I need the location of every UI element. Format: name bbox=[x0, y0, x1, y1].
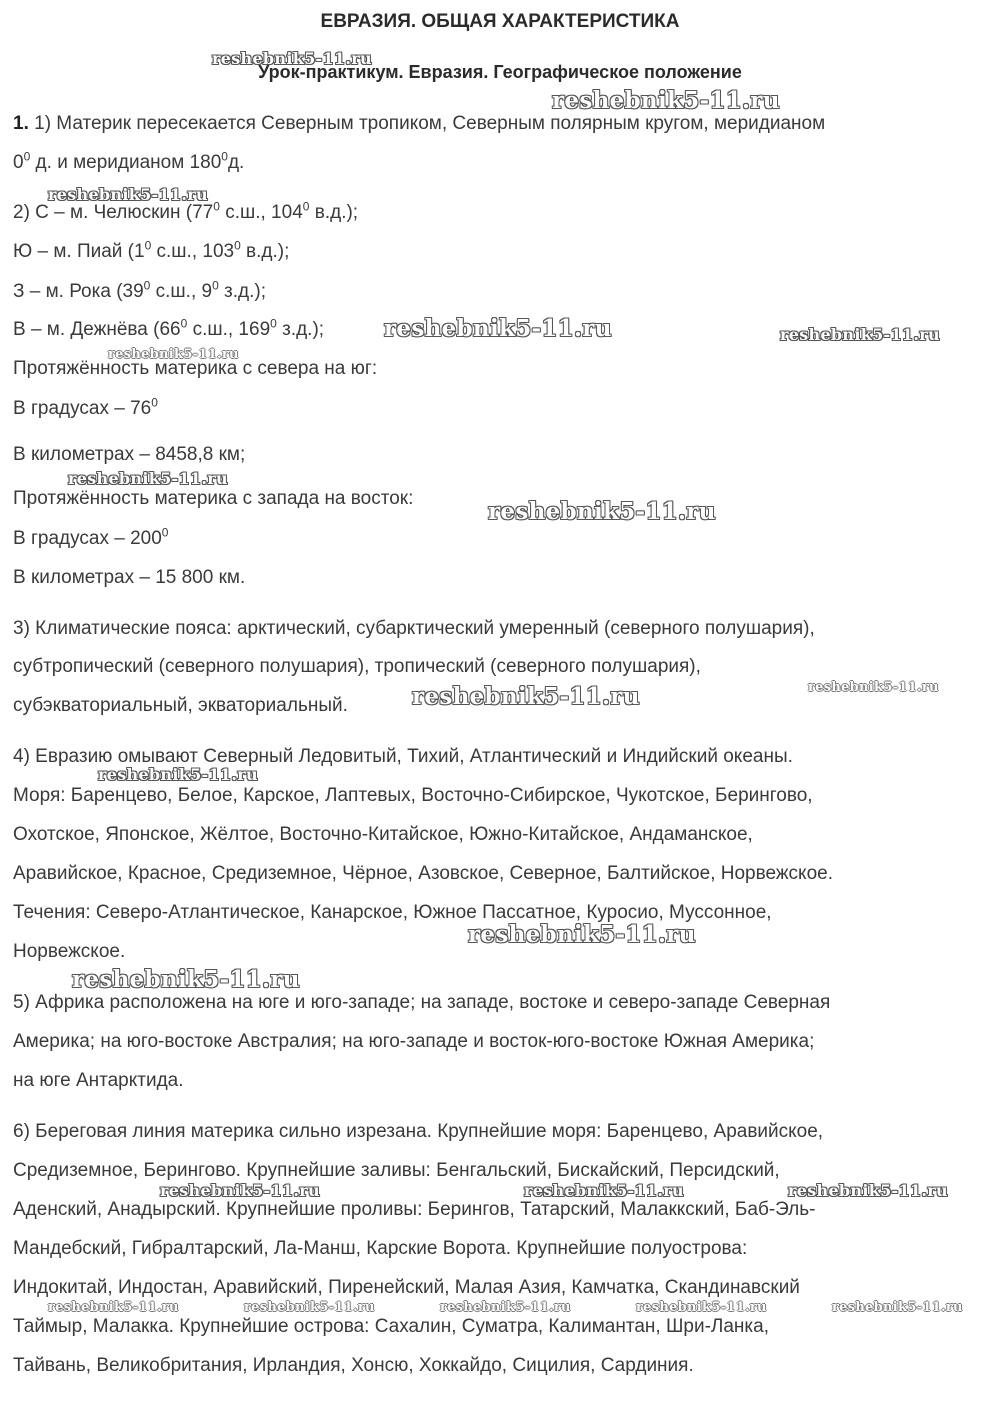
q1-line-5: З – м. Рока ($39^0$ с.ш., $9^0$ з.д.); bbox=[13, 278, 267, 302]
watermark: reshebnik5-11.ru bbox=[832, 1300, 963, 1315]
page-subtitle: Урок-практикум. Евразия. Географическое положение bbox=[258, 62, 742, 82]
p5-line-2: Америка; на юго-востоке Австралия; на юго-западе и восток-юго-востоке Южная Америка; bbox=[13, 1031, 815, 1052]
watermark: reshebnik5-11.ru bbox=[98, 765, 258, 784]
p4-line-4: Аравийское, Красное, Средиземное, Чёрное, Азовское, Северное, Балтийское, Норвежское. bbox=[13, 863, 833, 884]
q1-line-1: 1. 1) Материк пересекается Северным тропиком, Северным полярным кругом, меридианом bbox=[13, 113, 826, 134]
p4-line-6: Норвежское. bbox=[13, 941, 126, 962]
p3-line-3: субэкваториальный, экваториальный. bbox=[13, 695, 348, 716]
p4-line-5: Течения: Северо-Атлантическое, Канарское, Южное Пассатное, Куросио, Муссонное, bbox=[13, 902, 772, 923]
q1-line-9: В километрах – 8458,8 км; bbox=[13, 444, 246, 465]
watermark: reshebnik5-11.ru bbox=[160, 1181, 320, 1200]
watermark: reshebnik5-11.ru bbox=[68, 469, 228, 488]
watermark: reshebnik5-11.ru bbox=[440, 1300, 571, 1315]
watermark: reshebnik5-11.ru bbox=[636, 1300, 767, 1315]
p6-line-1: 6) Береговая линия материка сильно изрезана. Крупнейшие моря: Баренцево, Аравийское, bbox=[13, 1121, 824, 1142]
q1-line-12: В километрах – 15 800 км. bbox=[13, 567, 246, 588]
q1-line-11: В градусах – $200^0$ bbox=[13, 525, 169, 549]
watermark: reshebnik5-11.ru bbox=[212, 49, 372, 68]
watermark: reshebnik5-11.ru bbox=[412, 683, 640, 710]
p6-line-6: Таймыр, Малакка. Крупнейшие острова: Сахалин, Суматра, Калимантан, Шри-Ланка, bbox=[13, 1316, 770, 1337]
p3-line-2: субтропический (северного полушария), тропический (северного полушария), bbox=[13, 656, 701, 677]
p6-line-4: Мандебский, Гибралтарский, Ла-Манш, Карские Ворота. Крупнейшие полуострова: bbox=[13, 1238, 748, 1259]
watermark: reshebnik5-11.ru bbox=[468, 921, 696, 948]
watermark: reshebnik5-11.ru bbox=[48, 185, 208, 204]
p5-line-1: 5) Африка расположена на юге и юго-западе; на западе, востоке и северо-западе Северная bbox=[13, 992, 831, 1013]
p6-line-3: Аденский, Анадырский. Крупнейшие проливы: Берингов, Татарский, Малаккский, Баб-Эль- bbox=[13, 1199, 816, 1220]
p3-line-1: 3) Климатические пояса: арктический, субарктический умеренный (северного полушария), bbox=[13, 618, 815, 639]
p6-line-5: Индокитай, Индостан, Аравийский, Пиренейский, Малая Азия, Камчатка, Скандинавский bbox=[13, 1277, 800, 1298]
watermark: reshebnik5-11.ru bbox=[72, 966, 300, 993]
q1-line-3: 2) С – м. Челюскин ($77^0$ с.ш., $104^0$ в.д.); bbox=[13, 199, 359, 223]
watermark: reshebnik5-11.ru bbox=[488, 498, 716, 525]
p4-line-3: Охотское, Японское, Жёлтое, Восточно-Китайское, Южно-Китайское, Андаманское, bbox=[13, 824, 753, 845]
q1-line-8: В градусах – $76^0$ bbox=[13, 395, 158, 419]
p4-line-2: Моря: Баренцево, Белое, Карское, Лаптевых, Восточно-Сибирское, Чукотское, Берингово, bbox=[13, 785, 813, 806]
q1-number: 1. bbox=[13, 113, 29, 134]
watermark: reshebnik5-11.ru bbox=[808, 680, 939, 695]
q1-line-2: $0^0$ д. и меридианом $180^0д$. bbox=[13, 149, 245, 173]
watermark: reshebnik5-11.ru bbox=[108, 347, 239, 362]
watermark: reshebnik5-11.ru bbox=[780, 325, 940, 344]
watermark: reshebnik5-11.ru bbox=[524, 1181, 684, 1200]
p6-line-7: Тайвань, Великобритания, Ирландия, Хонсю, Хоккайдо, Сицилия, Сардиния. bbox=[13, 1355, 694, 1376]
watermark: reshebnik5-11.ru bbox=[48, 1300, 179, 1315]
watermark: reshebnik5-11.ru bbox=[384, 315, 612, 342]
p4-line-1: 4) Евразию омывают Северный Ледовитый, Тихий, Атлантический и Индийский океаны. bbox=[13, 746, 793, 767]
q1-line-10: Протяжённость материка с запада на восток: bbox=[13, 488, 414, 509]
q1-line-4: Ю – м. Пиай ($1^0$ с.ш., $103^0$ в.д.); bbox=[13, 238, 290, 262]
watermark: reshebnik5-11.ru bbox=[788, 1181, 948, 1200]
watermark: reshebnik5-11.ru bbox=[244, 1300, 375, 1315]
q1-line-7: Протяжённость материка с севера на юг: bbox=[13, 358, 378, 379]
q1-line-6: В – м. Дежнёва ($66^0$ с.ш., $169^0$ з.д.); bbox=[13, 316, 325, 340]
p6-line-2: Средиземное, Берингово. Крупнейшие заливы: Бенгальский, Бискайский, Персидский, bbox=[13, 1160, 780, 1181]
p5-line-3: на юге Антарктида. bbox=[13, 1070, 184, 1091]
watermark: reshebnik5-11.ru bbox=[552, 87, 780, 114]
page-title: ЕВРАЗИЯ. ОБЩАЯ ХАРАКТЕРИСТИКА bbox=[320, 11, 680, 32]
